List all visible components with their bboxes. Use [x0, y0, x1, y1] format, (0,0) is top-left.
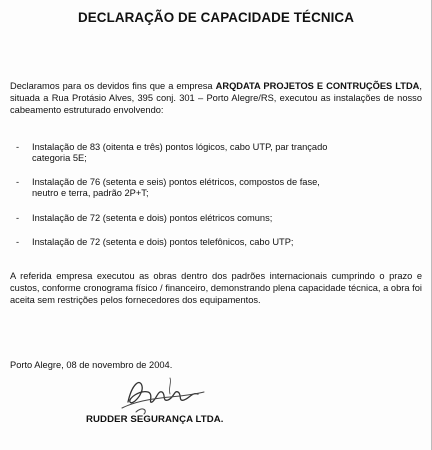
closing-paragraph: A referida empresa executou as obras dentro dos padrões internacionais cumprindo o prazo e custos, conforme cronograma físico / financeiro, demonstrando plena capacidade técnica, a obra foi aceita sem restrições pelos fornecedores dos equipamentos. [10, 271, 422, 305]
list-item [16, 237, 346, 248]
list-item-text: Instalação de 72 (setenta e dois) pontos telefônicos, cabo UTP; [32, 237, 294, 247]
list-item-text: Instalação de 72 (setenta e dois) pontos elétricos comuns; [32, 213, 273, 223]
list-item-text: Instalação de 83 (oitenta e três) pontos lógicos, cabo UTP, par trançado categoria 5E; [32, 142, 328, 163]
list-item [16, 142, 346, 164]
contractor-name: ARQDATA PROJETOS E CONTRUÇÕES LTDA [215, 81, 420, 91]
list-item-text: Instalação de 76 (setenta e seis) pontos elétricos, compostos de fase, neutro e terra, padrão 2P+T; [32, 177, 320, 198]
document-title: DECLARAÇÃO DE CAPACIDADE TÉCNICA [78, 10, 354, 25]
intro-text-start: Declaramos para os devidos fins que a empresa [10, 81, 216, 91]
place-and-date: Porto Alegre, 08 de novembro de 2004. [10, 360, 173, 370]
list-bullet: - [16, 237, 20, 247]
list-item [16, 177, 346, 199]
handwritten-signature [118, 372, 208, 416]
list-bullet: - [16, 177, 20, 187]
signatory-company: RUDDER SEGURANÇA LTDA. [86, 414, 224, 425]
intro-paragraph [10, 80, 422, 116]
list-bullet: - [16, 142, 20, 152]
services-list [16, 142, 346, 248]
list-bullet: - [16, 213, 20, 223]
list-item [16, 213, 346, 224]
intro-text-end: , situada a Rua Protásio Alves, 395 conj. 301 – Porto Alegre/RS, executou as instalações de nosso cabeamento estruturado envolvendo: [10, 81, 422, 115]
